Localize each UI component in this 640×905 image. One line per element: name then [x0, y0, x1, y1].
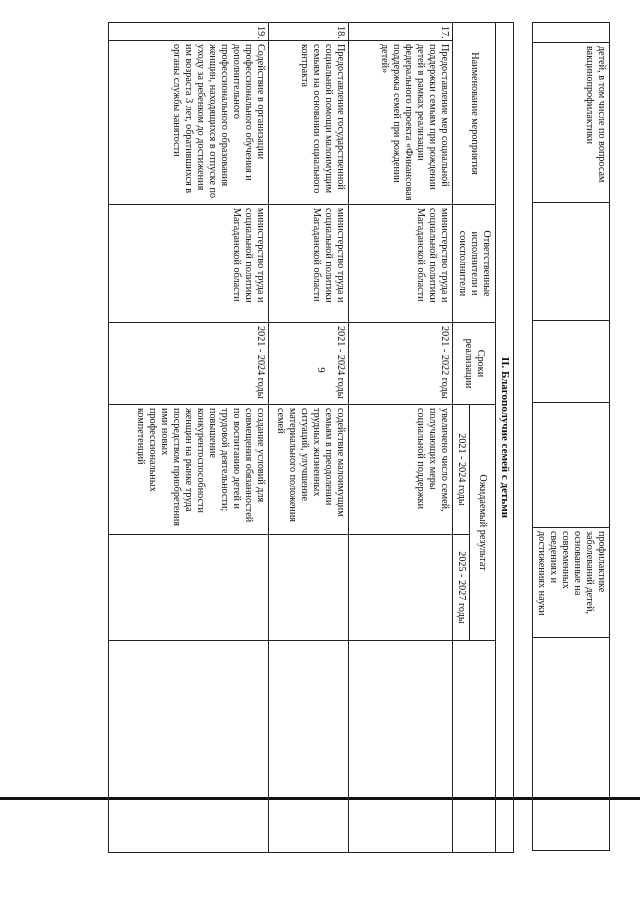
table-row: [349, 23, 453, 853]
header-period-2021: 2021 - 2024 годы: [453, 405, 470, 535]
responsible-cell: [533, 203, 610, 321]
event-name: Предоставление мер социальной поддержки семьям при рождении детей в рамках реализации федерального проекта «Финансовая поддержка семей при рождении детей»: [349, 41, 453, 205]
result-2025: [269, 535, 349, 641]
empty-cell: [269, 641, 349, 853]
result-2021-cell: [533, 403, 610, 528]
terms: 2021 - 2022 годы: [349, 323, 453, 405]
row-number: 18.: [269, 23, 349, 41]
empty-cell: [533, 638, 610, 851]
rotated-page-content: [30, 22, 610, 882]
responsible: министерство труда и социальной политики Магаданской области: [109, 205, 269, 323]
empty-cell: [109, 641, 269, 853]
header-terms: Сроки реализации: [453, 323, 496, 405]
header-row: [470, 23, 496, 853]
terms-cell: [533, 321, 610, 403]
terms: 2021 - 2024 годы: [109, 323, 269, 405]
header-expected-result: Ожидаемый результат: [470, 405, 496, 641]
empty-cell: [349, 641, 453, 853]
table-row: [533, 23, 610, 851]
header-event-name: Наименование мероприятия: [453, 23, 496, 205]
continuation-table: [532, 22, 610, 851]
families-table: [108, 22, 514, 853]
responsible: министерство труда и социальной политики Магаданской области: [349, 205, 453, 323]
result-2021: создание условий для совмещения обязанностей по воспитанию детей и трудовой деятельности; повышение конкурентоспособности женщин на рынке труда посредством приобретения ими новых профессиональных компетенций: [109, 405, 269, 535]
result-2021: содействие малоимущим семьям в преодолении трудных жизненных ситуаций, улучшение материального положения семей: [269, 405, 349, 535]
result-2025: [349, 535, 453, 641]
row-number: 19.: [109, 23, 269, 41]
terms: 2021 - 2024 годы: [269, 323, 349, 405]
header-empty-cell: [453, 641, 496, 853]
result-2021: увеличено число семей, получающих меры социальной поддержки: [349, 405, 453, 535]
table-row: [269, 23, 349, 853]
section-title: II. Благополучие семей с детьми: [496, 23, 514, 853]
header-period-2025: 2025 - 2027 годы: [453, 535, 470, 641]
event-name: Предоставление государственной социальной помощи малоимущим семьям на основании социального контракта: [269, 41, 349, 205]
result-2025-cell: профилактике заболеваний детей, основанные на современных сведениях и достижениях науки: [533, 528, 610, 638]
result-2025: [109, 535, 269, 641]
table-row: [109, 23, 269, 853]
row-number: 17.: [349, 23, 453, 41]
section-row: [496, 23, 514, 853]
responsible: министерство труда и социальной политики Магаданской области: [269, 205, 349, 323]
page-number: 9: [315, 367, 327, 373]
event-name-cell: детей, в том числе по вопросам вакцинопрофилактики: [533, 43, 610, 203]
header-responsible: Ответственные исполнители и соисполнители: [453, 205, 496, 323]
row-number-cell: [533, 23, 610, 43]
event-name: Содействие в организации профессионального обучения и дополнительного профессионального образования женщин, находящихся в отпуске по уходу за ребенком до достижения им возраста 3 лет, обратившихся в органы службы занятости: [109, 41, 269, 205]
